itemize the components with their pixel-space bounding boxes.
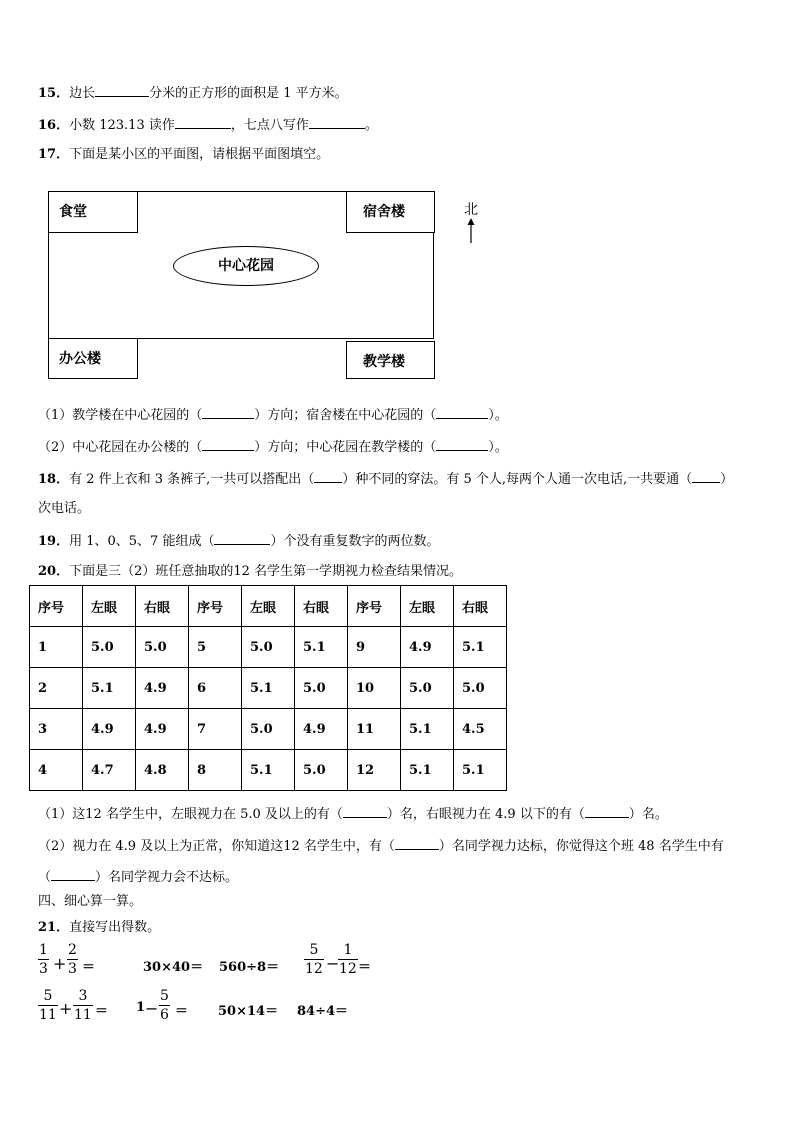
question-18	[38, 470, 733, 488]
answer-blank[interactable]	[314, 470, 342, 483]
table-cell: 11	[348, 709, 401, 750]
question-text: 。	[364, 118, 378, 133]
question-text: ）方向；中心花园在教学楼的（	[254, 440, 437, 455]
question-text: （2）视力在 4.9 及以上为正常，你知道这12 名学生中，有（	[38, 839, 395, 854]
denominator: 11	[39, 1007, 57, 1023]
question-text: ）名，右眼视力在 4.9 以下的有（	[386, 807, 585, 822]
question-text: 用 1、0、5、7 能组成（	[69, 534, 215, 549]
fraction-bar	[67, 959, 78, 960]
question-text: （2）中心花园在办公楼的（	[38, 440, 203, 455]
question-17-part-2	[38, 438, 508, 456]
table-cell: 5.1	[401, 750, 454, 791]
question-number: 16．	[38, 118, 70, 133]
map-dormitory-label: 宿舍楼	[363, 204, 405, 220]
table-cell: 4.9	[401, 627, 454, 668]
answer-blank[interactable]	[395, 837, 439, 850]
table-cell: 1	[30, 627, 83, 668]
north-label: 北	[464, 202, 478, 218]
numerator: 2	[68, 942, 77, 958]
table-cell: 3	[30, 709, 83, 750]
fraction	[38, 988, 58, 1023]
question-text: ）名。	[628, 807, 668, 822]
question-text: 边长	[69, 86, 96, 101]
vision-results-table	[29, 585, 507, 791]
answer-blank[interactable]	[214, 532, 270, 545]
table-header-row	[30, 586, 507, 627]
fraction	[67, 942, 78, 977]
question-number: 21．	[38, 920, 70, 935]
fraction-bar	[73, 1005, 93, 1006]
table-cell: 4.9	[83, 709, 136, 750]
question-19	[38, 532, 439, 550]
map-central-garden	[173, 246, 319, 286]
question-number: 20．	[38, 564, 70, 579]
table-cell: 5	[189, 627, 242, 668]
table-cell: 5.0	[242, 709, 295, 750]
question-16	[38, 116, 378, 134]
question-15	[38, 84, 348, 102]
question-number: 17．	[38, 147, 70, 162]
question-text: 下面是三（2）班任意抽取的12 名学生第一学期视力检查结果情况。	[69, 564, 463, 579]
table-cell: 2	[30, 668, 83, 709]
table-header-cell: 序号	[189, 586, 242, 627]
map-teaching-building	[346, 341, 435, 379]
table-header-cell: 序号	[30, 586, 83, 627]
table-cell: 5.0	[295, 668, 348, 709]
fraction-bar	[159, 1005, 170, 1006]
table-cell: 4.5	[454, 709, 507, 750]
table-cell: 5.0	[454, 668, 507, 709]
question-text: ）方向；宿舍楼在中心花园的（	[254, 408, 437, 423]
table-cell: 9	[348, 627, 401, 668]
table-row	[30, 750, 507, 791]
fraction-bar	[338, 959, 358, 960]
table-cell: 5.0	[295, 750, 348, 791]
answer-blank[interactable]	[436, 438, 488, 451]
question-number: 18．	[38, 472, 70, 487]
table-cell: 7	[189, 709, 242, 750]
question-text: 有 2 件上衣和 3 条裤子,一共可以搭配出（	[69, 472, 315, 487]
fraction	[304, 942, 324, 977]
table-header-cell: 左眼	[83, 586, 136, 627]
table-cell: 5.1	[242, 750, 295, 791]
question-17	[38, 147, 329, 163]
expression: 84÷4＝	[297, 1004, 349, 1019]
table-header-cell: 左眼	[242, 586, 295, 627]
table-cell: 5.1	[295, 627, 348, 668]
table-cell: 10	[348, 668, 401, 709]
table-header-cell: 右眼	[454, 586, 507, 627]
equals-sign: ＝	[358, 960, 372, 975]
table-cell: 5.1	[83, 668, 136, 709]
question-text: ）。	[488, 440, 508, 455]
minus-operator: −	[326, 954, 340, 973]
question-text: ）种不同的穿法。有 5 个人,每两个人通一次电话,一共要通（	[342, 472, 693, 487]
equals-sign: ＝	[175, 1004, 189, 1019]
answer-blank[interactable]	[202, 438, 254, 451]
question-20-part-2-continued	[38, 868, 238, 886]
table-cell: 5.0	[83, 627, 136, 668]
answer-blank[interactable]	[585, 805, 629, 818]
answer-blank[interactable]	[436, 406, 488, 419]
numerator: 5	[160, 988, 169, 1004]
question-18-continued: 次电话。	[38, 501, 91, 516]
fraction-bar	[38, 1005, 58, 1006]
question-20-part-1	[38, 805, 668, 823]
answer-blank[interactable]	[175, 116, 231, 129]
map-teaching-label: 教学楼	[363, 354, 405, 370]
table-cell: 5.0	[401, 668, 454, 709]
question-text: （	[38, 870, 52, 885]
question-text: 直接写出得数。	[69, 920, 161, 935]
equals-sign: ＝	[82, 960, 96, 975]
denominator: 11	[74, 1007, 92, 1023]
answer-blank[interactable]	[692, 470, 720, 483]
question-text: （1）教学楼在中心花园的（	[38, 408, 203, 423]
fraction	[338, 942, 358, 977]
question-text: ）个没有重复数字的两位数。	[270, 534, 440, 549]
section-heading: 四、细心算一算。	[38, 894, 143, 909]
fraction-bar	[38, 959, 49, 960]
numerator: 1	[39, 942, 48, 958]
table-header-cell: 序号	[348, 586, 401, 627]
table-cell: 4	[30, 750, 83, 791]
question-text: ，七点八写作	[230, 118, 309, 133]
question-20-part-2	[38, 837, 724, 855]
question-20	[38, 564, 462, 580]
table-header-cell: 右眼	[295, 586, 348, 627]
table-cell: 12	[348, 750, 401, 791]
answer-blank[interactable]	[343, 805, 387, 818]
answer-blank[interactable]	[202, 406, 254, 419]
table-cell: 5.1	[454, 750, 507, 791]
question-number: 15．	[38, 86, 70, 101]
map-canteen-label: 食堂	[59, 204, 87, 220]
map-office-label: 办公楼	[59, 351, 101, 367]
plus-operator: +	[59, 999, 73, 1018]
table-cell: 5.1	[242, 668, 295, 709]
denominator: 6	[160, 1007, 169, 1023]
table-row	[30, 627, 507, 668]
question-text: ）名同学视力会不达标。	[95, 870, 239, 885]
fraction	[38, 942, 49, 977]
question-text: ）名同学视力达标，你觉得这个班 48 名学生中有	[438, 839, 724, 854]
table-cell: 5.1	[401, 709, 454, 750]
table-row	[30, 709, 507, 750]
table-cell: 4.9	[136, 668, 189, 709]
fraction	[159, 988, 170, 1023]
table-cell: 5.0	[136, 627, 189, 668]
question-text: ）	[720, 472, 734, 487]
denominator: 3	[68, 961, 77, 977]
expression: 30×40＝	[143, 960, 204, 975]
plus-operator: +	[53, 954, 67, 973]
minus-operator: −	[145, 999, 159, 1018]
map-canteen	[48, 191, 138, 233]
fraction-bar	[304, 959, 324, 960]
table-cell: 6	[189, 668, 242, 709]
whole-number: 1	[136, 1000, 146, 1015]
table-cell: 4.8	[136, 750, 189, 791]
map-garden-label: 中心花园	[218, 258, 274, 274]
fraction	[73, 988, 93, 1023]
question-number: 19．	[38, 534, 70, 549]
map-dormitory	[346, 191, 435, 233]
denominator: 12	[305, 961, 323, 977]
map-office-building	[48, 338, 138, 379]
expression: 560÷8＝	[219, 960, 280, 975]
numerator: 1	[343, 942, 353, 958]
north-arrow-icon	[466, 218, 476, 244]
numerator: 5	[309, 942, 319, 958]
question-text: 小数 123.13 读作	[69, 118, 175, 133]
table-header-cell: 左眼	[401, 586, 454, 627]
question-text: ）。	[488, 408, 508, 423]
equals-sign: ＝	[95, 1004, 109, 1019]
denominator: 3	[39, 961, 48, 977]
table-cell: 8	[189, 750, 242, 791]
table-cell: 4.7	[83, 750, 136, 791]
question-text: 下面是某小区的平面图，请根据平面图填空。	[69, 147, 330, 162]
numerator: 5	[43, 988, 53, 1004]
table-header-cell: 右眼	[136, 586, 189, 627]
question-text: 分米的正方形的面积是 1 平方米。	[149, 86, 348, 101]
table-cell: 5.1	[454, 627, 507, 668]
expression: 50×14＝	[218, 1004, 279, 1019]
question-21	[38, 920, 160, 936]
question-17-part-1	[38, 406, 508, 424]
table-cell: 4.9	[295, 709, 348, 750]
numerator: 3	[78, 988, 88, 1004]
question-text: （1）这12 名学生中，左眼视力在 5.0 及以上的有（	[38, 807, 343, 822]
denominator: 12	[339, 961, 357, 977]
answer-blank[interactable]	[309, 116, 365, 129]
table-row	[30, 668, 507, 709]
table-cell: 4.9	[136, 709, 189, 750]
answer-blank[interactable]	[51, 868, 95, 881]
table-cell: 5.0	[242, 627, 295, 668]
answer-blank[interactable]	[95, 84, 149, 97]
